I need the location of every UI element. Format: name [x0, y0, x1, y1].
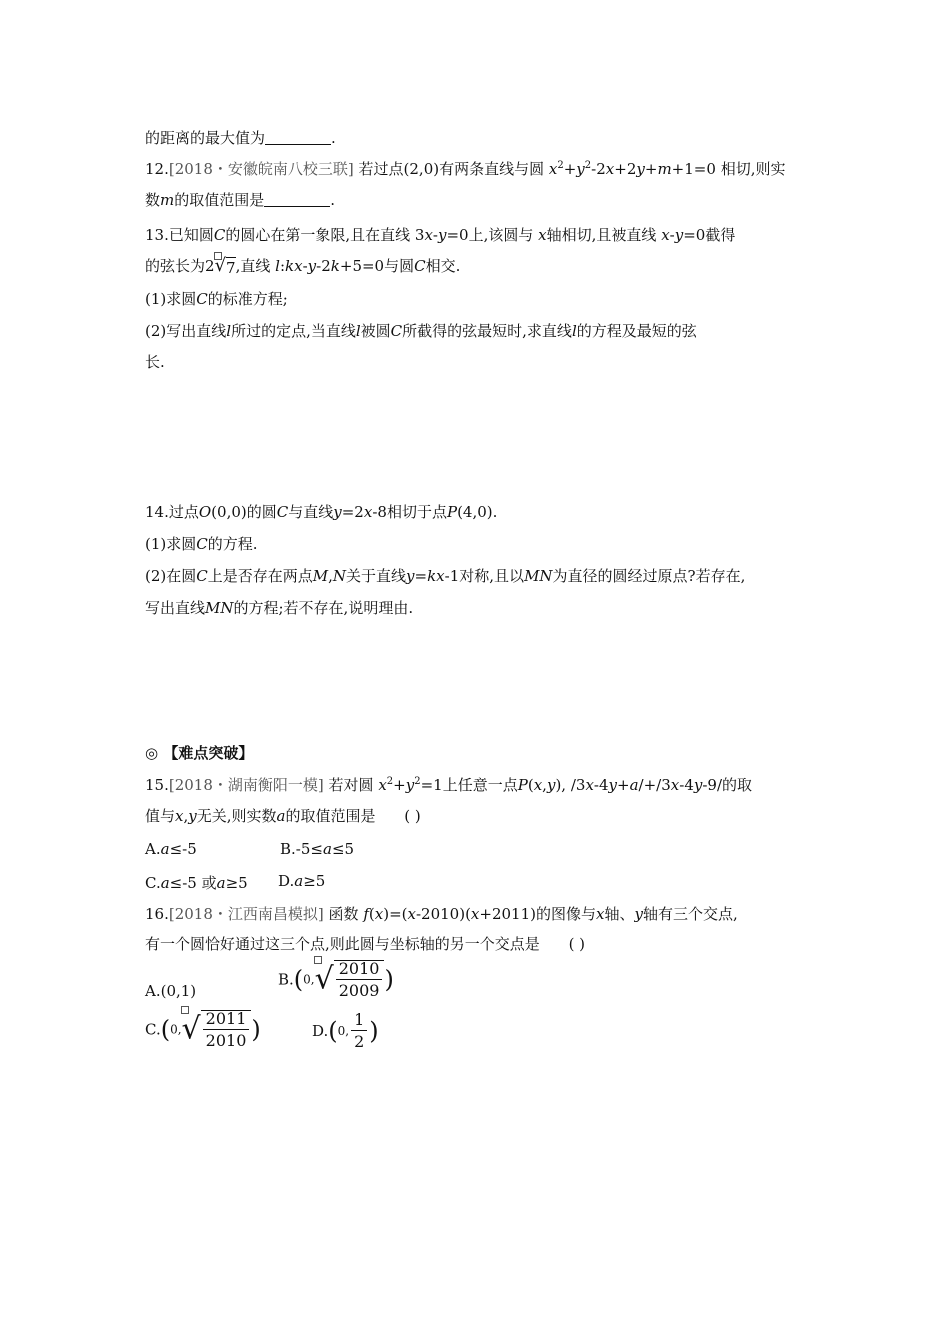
- question-13-part-2-cont: 长.: [145, 353, 165, 371]
- target-icon: ◎: [145, 744, 159, 762]
- question-14-line-1: 14.过点O(0,0)的圆C与直线y=2x-8相切于点P(4,0).: [145, 503, 498, 521]
- option-d: D.a≥5: [278, 872, 326, 890]
- question-14-part-2-cont: 写出直线MN的方程;若不存在,说明理由.: [145, 599, 414, 617]
- question-source: [2018・安徽皖南八校三联]: [168, 160, 354, 178]
- option-c: C.(0, √ $\frac{2011}{2010}$ ): [145, 1010, 261, 1049]
- question-15-line-1: 15.[2018・湖南衡阳一模] 若对圆 $x^2+y^2=1$上任意一点P(x,y), /3x-4y+a/+/3x-4y-9/的取: [145, 776, 753, 794]
- question-14-part-1: (1)求圆C的方程.: [145, 535, 258, 553]
- question-15-line-2: 值与x,y无关,则实数a的取值范围是 ( ): [145, 807, 421, 825]
- answer-paren: ( ): [568, 935, 586, 953]
- square-root: √ $\frac{2011}{2010}$: [182, 1010, 252, 1049]
- section-title: 【难点突破】: [163, 744, 254, 762]
- question-16-line-1: 16.[2018・江西南昌模拟] 函数 f(x)=(x-2010)(x+2011)的图像与x轴、y轴有三个交点,: [145, 905, 738, 923]
- answer-blank: [264, 192, 330, 207]
- question-12-line-1: 12.[2018・安徽皖南八校三联] 若过点(2,0)有两条直线与圆 $x^2+y^2-2x+2y+m+1=0$ 相切,则实: [145, 160, 786, 178]
- square-root: √7: [215, 256, 236, 278]
- option-a: A.a≤-5: [145, 840, 197, 858]
- square-root: √ $\frac{2010}{2009}$: [315, 960, 385, 999]
- section-heading: [145, 743, 253, 763]
- option-c: C.a≤-5 或a≥5: [145, 874, 248, 892]
- question-13-part-1: (1)求圆C的标准方程;: [145, 290, 288, 308]
- option-a: A.(0,1): [145, 982, 197, 1000]
- question-13-line-1: 13.已知圆C的圆心在第一象限,且在直线 3x-y=0上,该圆与 x轴相切,且被直线 x-y=0截得: [145, 226, 736, 244]
- option-d: D.(0, $\frac{1}{2}$ ): [312, 1010, 379, 1051]
- question-14-part-2: (2)在圆C上是否存在两点M,N关于直线y=kx-1对称,且以MN为直径的圆经过原点?若存在,: [145, 567, 746, 585]
- q11-tail: 的距离的最大值为 .: [145, 129, 336, 147]
- question-source: [2018・湖南衡阳一模]: [168, 776, 324, 794]
- question-source: [2018・江西南昌模拟]: [168, 905, 324, 923]
- circle-equation: $x^2+y^2-2x+2y+m+1=0$: [548, 160, 716, 178]
- question-12-line-2: 数m的取值范围是 .: [145, 191, 336, 209]
- question-13-part-2: (2)写出直线l所过的定点,当直线l被圆C所截得的弦最短时,求直线l的方程及最短的弦: [145, 322, 697, 340]
- option-b: B.-5≤a≤5: [280, 840, 355, 858]
- answer-blank: [265, 130, 331, 145]
- option-b: B.(0, √ $\frac{2010}{2009}$ ): [278, 960, 394, 999]
- question-13-line-2: 的弦长为2 √7,直线 l:kx-y-2k+5=0与圆C相交.: [145, 256, 460, 278]
- question-16-line-2: 有一个圆恰好通过这三个点,则此圆与坐标轴的另一个交点是 ( ): [145, 935, 586, 953]
- answer-paren: ( ): [404, 807, 421, 825]
